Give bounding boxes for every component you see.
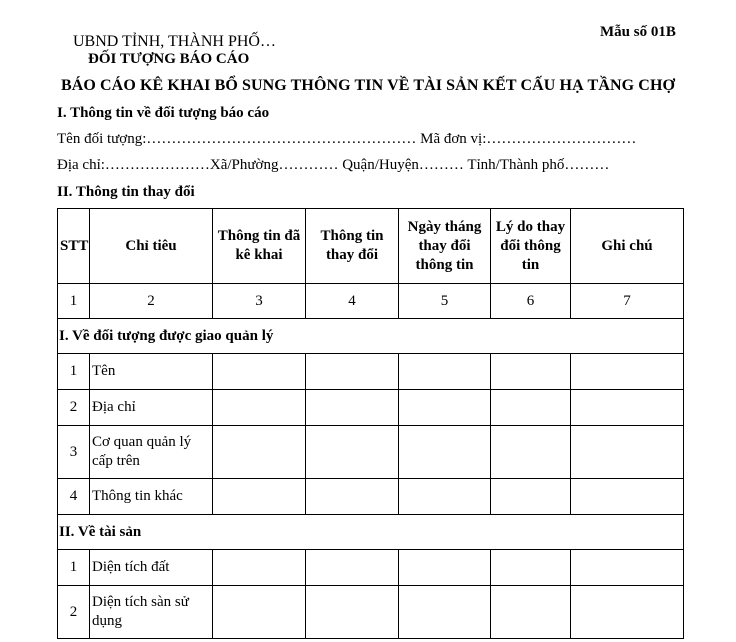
empty-cell [399, 550, 491, 586]
row-label: Diện tích sàn sử dụng [90, 586, 213, 639]
subject-address-line: Địa chỉ:…………………Xã/Phường………… Quận/Huyện……… Tỉnh/Thành phố……… [57, 157, 610, 173]
empty-cell [399, 390, 491, 426]
col-number: 4 [306, 284, 399, 319]
row-stt: 1 [58, 550, 90, 586]
section-2-heading: II. Thông tin thay đổi [57, 184, 195, 200]
empty-cell [306, 479, 399, 515]
empty-cell [306, 550, 399, 586]
reporting-subject: ĐỐI TƯỢNG BÁO CÁO [88, 51, 250, 67]
col-number: 3 [213, 284, 306, 319]
empty-cell [306, 354, 399, 390]
subject-name-line: Tên đối tượng:……………………………………………… Mã đơn vị:………………………… [57, 131, 637, 147]
row-label: Cơ quan quản lý cấp trên [90, 426, 213, 479]
empty-cell [571, 550, 684, 586]
group-2-title: II. Về tài sản [58, 515, 684, 550]
empty-cell [306, 390, 399, 426]
row-stt: 2 [58, 586, 90, 639]
col-header-change-reason: Lý do thay đổi thông tin [491, 209, 571, 284]
table-header-row [58, 209, 684, 284]
col-header-indicator: Chỉ tiêu [90, 209, 213, 284]
org-name: UBND TỈNH, THÀNH PHỐ… [73, 33, 276, 50]
col-header-change-date: Ngày tháng thay đổi thông tin [399, 209, 491, 284]
col-number: 5 [399, 284, 491, 319]
empty-cell [399, 586, 491, 639]
empty-cell [213, 354, 306, 390]
table-row [58, 390, 684, 426]
empty-cell [399, 479, 491, 515]
empty-cell [571, 479, 684, 515]
empty-cell [491, 479, 571, 515]
empty-cell [306, 426, 399, 479]
empty-cell [491, 390, 571, 426]
form-number: Mẫu số 01B [600, 24, 676, 40]
row-stt: 4 [58, 479, 90, 515]
empty-cell [399, 354, 491, 390]
row-stt: 1 [58, 354, 90, 390]
col-header-stt: STT [58, 209, 90, 284]
col-header-declared-info: Thông tin đã kê khai [213, 209, 306, 284]
table-row [58, 586, 684, 639]
empty-cell [571, 426, 684, 479]
row-label: Diện tích đất [90, 550, 213, 586]
column-number-row [58, 284, 684, 319]
table-row [58, 550, 684, 586]
empty-cell [571, 390, 684, 426]
table-row [58, 354, 684, 390]
change-info-table [57, 208, 684, 639]
empty-cell [213, 586, 306, 639]
empty-cell [213, 390, 306, 426]
empty-cell [571, 354, 684, 390]
empty-cell [491, 586, 571, 639]
group-1-header-row [58, 319, 684, 354]
row-stt: 3 [58, 426, 90, 479]
col-number: 2 [90, 284, 213, 319]
group-2-header-row [58, 515, 684, 550]
row-label: Tên [90, 354, 213, 390]
empty-cell [213, 479, 306, 515]
col-number: 7 [571, 284, 684, 319]
col-number: 6 [491, 284, 571, 319]
col-number: 1 [58, 284, 90, 319]
empty-cell [399, 426, 491, 479]
empty-cell [491, 354, 571, 390]
empty-cell [491, 550, 571, 586]
table-row [58, 479, 684, 515]
col-header-changed-info: Thông tin thay đổi [306, 209, 399, 284]
empty-cell [571, 586, 684, 639]
row-label: Thông tin khác [90, 479, 213, 515]
section-1-heading: I. Thông tin về đối tượng báo cáo [57, 105, 270, 121]
row-stt: 2 [58, 390, 90, 426]
report-title: BÁO CÁO KÊ KHAI BỔ SUNG THÔNG TIN VỀ TÀI SẢN KẾT CẤU HẠ TẦNG CHỢ [60, 77, 676, 94]
empty-cell [213, 426, 306, 479]
group-1-title: I. Về đối tượng được giao quản lý [58, 319, 684, 354]
empty-cell [491, 426, 571, 479]
empty-cell [213, 550, 306, 586]
col-header-notes: Ghi chú [571, 209, 684, 284]
table-row [58, 426, 684, 479]
row-label: Địa chỉ [90, 390, 213, 426]
empty-cell [306, 586, 399, 639]
